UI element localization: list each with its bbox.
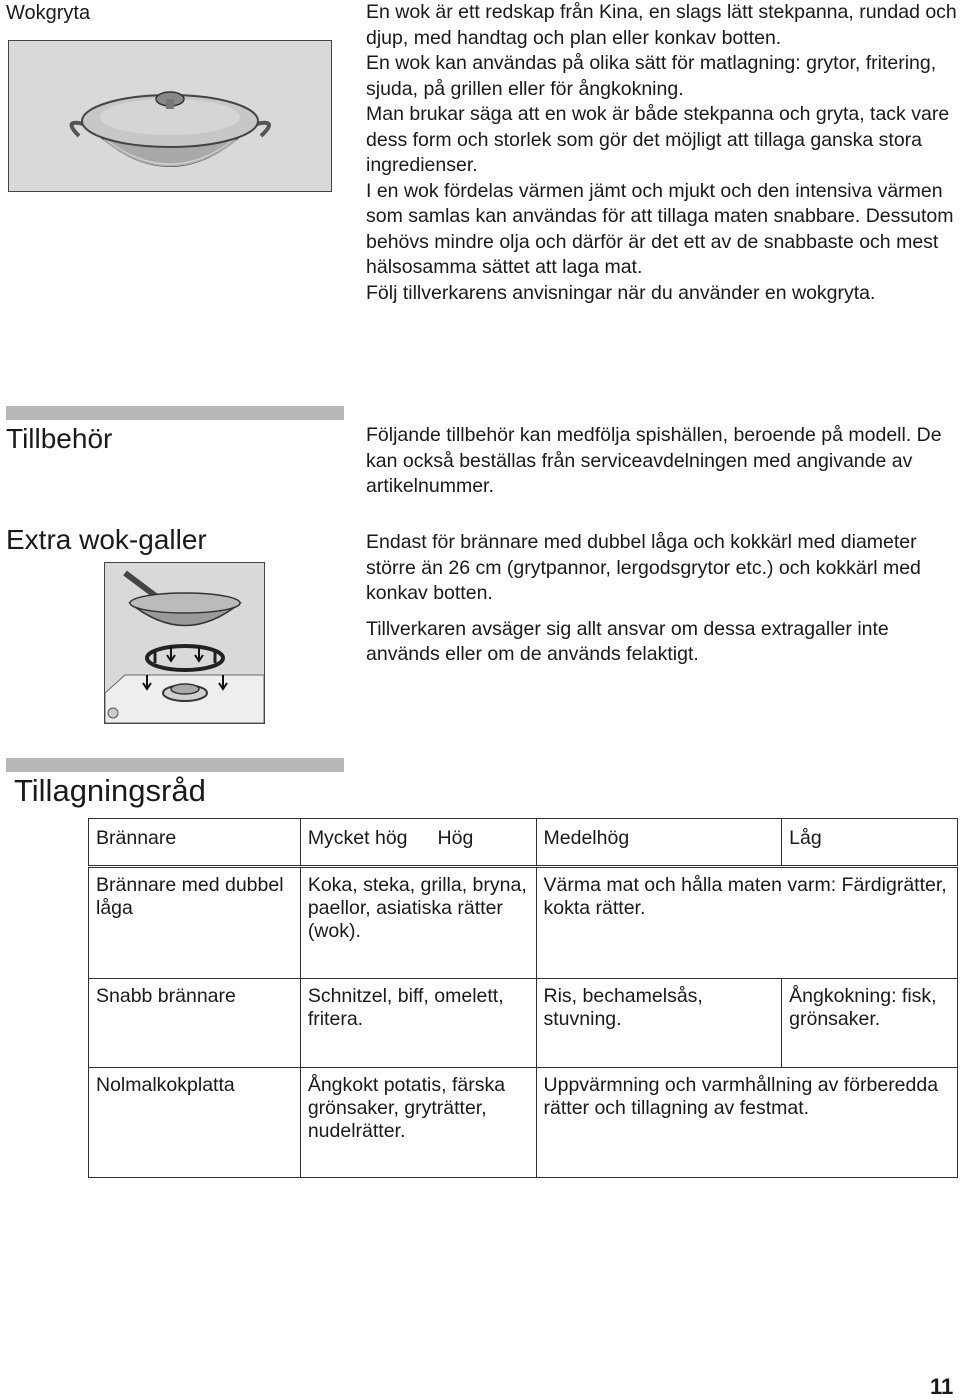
header-cell-heat (300, 819, 536, 867)
table-cell-burner: Snabb brännare (89, 979, 301, 1068)
wok-section-title: Wokgryta (6, 2, 91, 24)
cooking-guide-table (88, 818, 958, 1178)
wok-grate-paragraph: Endast för brännare med dubbel låga och kokkärl med diameter större än 26 cm (grytpannor, lergodsgrytor etc.) och kokkärl med konkav botten. (366, 531, 921, 604)
section-divider-bar (6, 406, 344, 420)
wok-paragraph: I en wok fördelas värmen jämt och mjukt och den intensiva värmen som samlas kan användas för att tillaga maten snabbare. Dessutom behövs mindre olja och därför är det ett av de snabbaste och mest hälsosamma sättet att laga mat. (366, 179, 954, 278)
wok-paragraph: Följ tillverkarens anvisningar när du använder en wokgryta. (366, 281, 876, 304)
header-cell-burner: Brännare (89, 819, 301, 867)
wok-grate-description (366, 530, 958, 668)
wok-grate-title: Extra wok-galler (6, 524, 207, 555)
wok-description (366, 0, 958, 306)
table-header-row (89, 819, 958, 867)
header-cell-medium-high: Medelhög (536, 819, 782, 867)
wok-grate-paragraph: Tillverkaren avsäger sig allt ansvar om dessa extragaller inte används eller om de används felaktigt. (366, 617, 889, 665)
table-cell: Uppvärmning och varmhållning av förberedda rätter och tillagning av festmat. (536, 1068, 957, 1178)
table-cell: Schnitzel, biff, omelett, fritera. (300, 979, 536, 1068)
accessories-title: Tillbehör (6, 423, 113, 454)
table-row (89, 867, 958, 979)
table-cell: Värma mat och hålla maten varm: Färdigrätter, kokta rätter. (536, 867, 957, 979)
table-cell-burner: Nolmalkokplatta (89, 1068, 301, 1178)
table-row (89, 1068, 958, 1178)
wok-paragraph: En wok är ett redskap från Kina, en slags lätt stekpanna, rundad och djup, med handtag och plan eller konkav botten. (366, 1, 957, 49)
accessories-intro: Följande tillbehör kan medfölja spishällen, beroende på modell. De kan också beställas från serviceavdelningen med angivande av artikelnummer. (366, 424, 942, 497)
header-cell-low: Låg (782, 819, 958, 867)
section-divider-bar (6, 758, 344, 772)
header-high: Hög (437, 827, 474, 849)
wok-paragraph: En wok kan användas på olika sätt för matlagning: grytor, fritering, sjuda, på grillen eller för ångkokning. (366, 52, 937, 100)
header-very-high: Mycket hög (307, 827, 408, 849)
table-cell: Ångkokning: fisk, grönsaker. (782, 979, 958, 1068)
table-cell: Ris, bechamelsås, stuvning. (536, 979, 782, 1068)
table-cell: Ångkokt potatis, färska grönsaker, gryträtter, nudelrätter. (300, 1068, 536, 1178)
wok-grate-illustration (104, 562, 265, 724)
page-number: 11 (930, 1374, 954, 1399)
table-cell: Koka, steka, grilla, bryna, paellor, asiatiska rätter (wok). (300, 867, 536, 979)
table-row (89, 979, 958, 1068)
table-cell-burner: Brännare med dubbel låga (89, 867, 301, 979)
wok-paragraph: Man brukar säga att en wok är både stekpanna och gryta, tack vare dess form och storlek som gör det möjligt att tillaga ganska stora ingredienser. (366, 103, 950, 176)
cooking-tips-title: Tillagningsråd (14, 773, 206, 808)
wok-pan-illustration (8, 40, 332, 192)
